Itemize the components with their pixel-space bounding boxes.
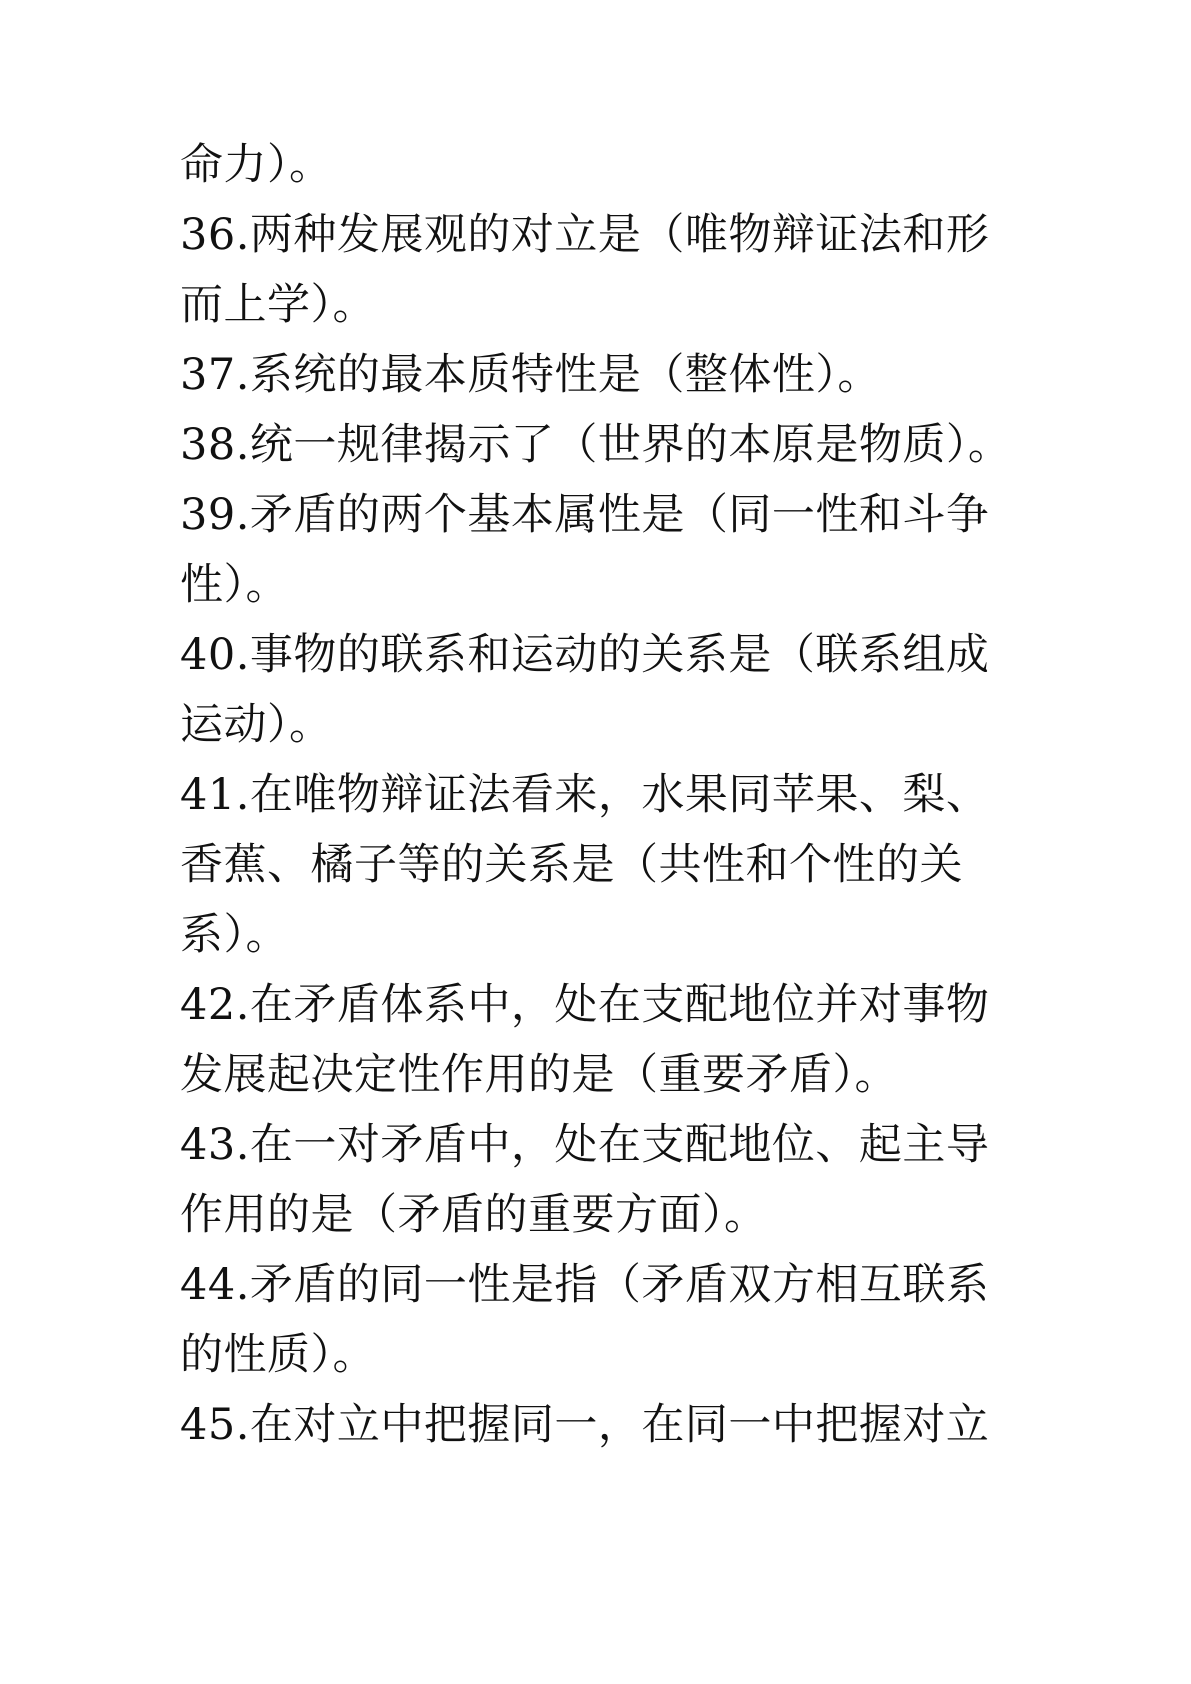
text-line: 运动）。 [180, 700, 333, 750]
text-line: 42.在矛盾体系中，处在支配地位并对事物 [180, 980, 990, 1030]
text-line: 作用的是（矛盾的重要方面）。 [180, 1190, 768, 1240]
text-line: 香蕉、橘子等的关系是（共性和个性的关 [180, 840, 963, 890]
text-line: 系）。 [180, 910, 289, 960]
text-line: 性）。 [180, 560, 289, 610]
text-body [180, 130, 1020, 1460]
text-line: 发展起决定性作用的是（重要矛盾）。 [180, 1050, 898, 1100]
text-line: 45.在对立中把握同一，在同一中把握对立 [180, 1400, 990, 1450]
text-line: 41.在唯物辩证法看来，水果同苹果、梨、 [180, 770, 990, 820]
text-line: 而上学）。 [180, 280, 376, 330]
text-line: 命力）。 [180, 140, 333, 190]
text-line: 39.矛盾的两个基本属性是（同一性和斗争 [180, 490, 990, 540]
text-line: 的性质）。 [180, 1330, 376, 1380]
text-line: 38.统一规律揭示了（世界的本原是物质）。 [180, 420, 1012, 470]
text-line: 44.矛盾的同一性是指（矛盾双方相互联系 [180, 1260, 990, 1310]
text-line: 43.在一对矛盾中，处在支配地位、起主导 [180, 1120, 990, 1170]
text-line: 40.事物的联系和运动的关系是（联系组成 [180, 630, 990, 680]
text-line: 37.系统的最本质特性是（整体性）。 [180, 350, 881, 400]
text-line: 36.两种发展观的对立是（唯物辩证法和形 [180, 210, 990, 260]
